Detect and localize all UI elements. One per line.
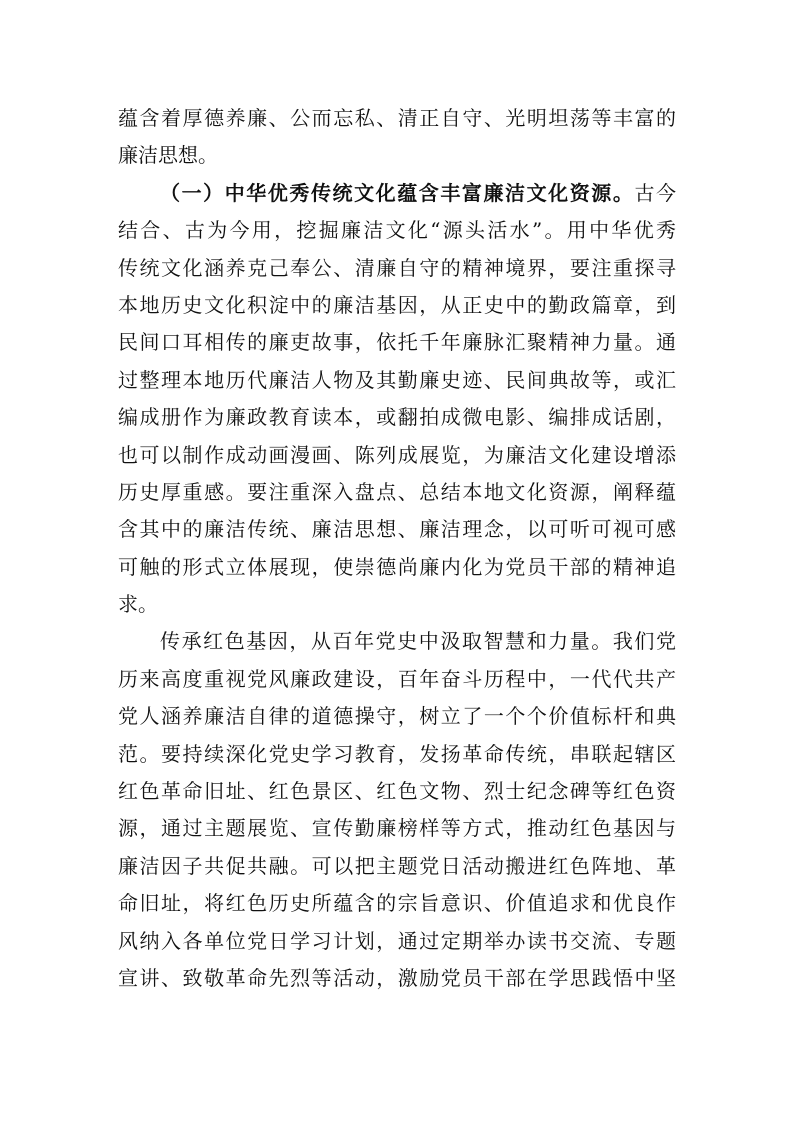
document-page [118, 100, 676, 997]
text-line: 可触的形式立体展现，使崇德尚廉内化为党员干部的精神追 [118, 554, 676, 579]
text-line: 命旧址，将红色历史所蕴含的宗旨意识、价值追求和优良作 [118, 891, 676, 916]
text-line: 宣讲、致敬革命先烈等活动，激励党员干部在学思践悟中坚 [118, 965, 676, 990]
text-line: 蕴含着厚德养廉、公而忘私、清正自守、光明坦荡等丰富的 [118, 106, 676, 130]
text-line: 编成册作为廉政教育读本，或翻拍成微电影、编排成话剧， [118, 405, 676, 430]
paragraph-continued [118, 100, 676, 175]
paragraph-traditional-culture [118, 175, 676, 624]
text-line: 风纳入各单位党日学习计划，通过定期举办读书交流、专题 [118, 928, 676, 953]
text-line: 本地历史文化积淀中的廉洁基因，从正史中的勤政篇章，到 [118, 292, 676, 317]
text-line: 民间口耳相传的廉吏故事，依托千年廉脉汇聚精神力量。通 [118, 330, 676, 355]
text-line: 范。要持续深化党史学习教育，发扬革命传统，串联起辖区 [118, 741, 676, 766]
text-line: 廉洁思想。 [118, 143, 218, 168]
text-line: 历来高度重视党风廉政建设，百年奋斗历程中，一代代共产 [118, 666, 676, 691]
text-fragment: 古今 [634, 180, 677, 205]
text-line: 源，通过主题展览、宣传勤廉榜样等方式，推动红色基因与 [118, 816, 676, 841]
text-line: 红色革命旧址、红色景区、红色文物、烈士纪念碑等红色资 [118, 779, 676, 804]
text-line: 求。 [118, 592, 158, 617]
text-line: 含其中的廉洁传统、廉洁思想、廉洁理念，以可听可视可感 [118, 517, 676, 542]
text-line: 历史厚重感。要注重深入盘点、总结本地文化资源，阐释蕴 [118, 479, 676, 504]
text-line: 传承红色基因，从百年党史中汲取智慧和力量。我们党 [160, 629, 676, 654]
text-line: 传统文化涵养克己奉公、清廉自守的精神境界，要注重探寻 [118, 255, 676, 280]
heading-line [118, 175, 676, 212]
paragraph-red-gene [118, 623, 676, 997]
section-heading: （一）中华优秀传统文化蕴含丰富廉洁文化资源。 [160, 180, 635, 205]
text-line: 过整理本地历代廉洁人物及其勤廉史迹、民间典故等，或汇 [118, 367, 676, 392]
text-line: 也可以制作成动画漫画、陈列成展览，为廉洁文化建设增添 [118, 442, 676, 467]
text-line: 党人涵养廉洁自律的道德操守，树立了一个个价值标杆和典 [118, 704, 676, 729]
text-line: 结合、古为今用，挖掘廉洁文化“源头活水”。用中华优秀 [118, 218, 676, 243]
text-line: 廉洁因子共促共融。可以把主题党日活动搬进红色阵地、革 [118, 853, 676, 878]
